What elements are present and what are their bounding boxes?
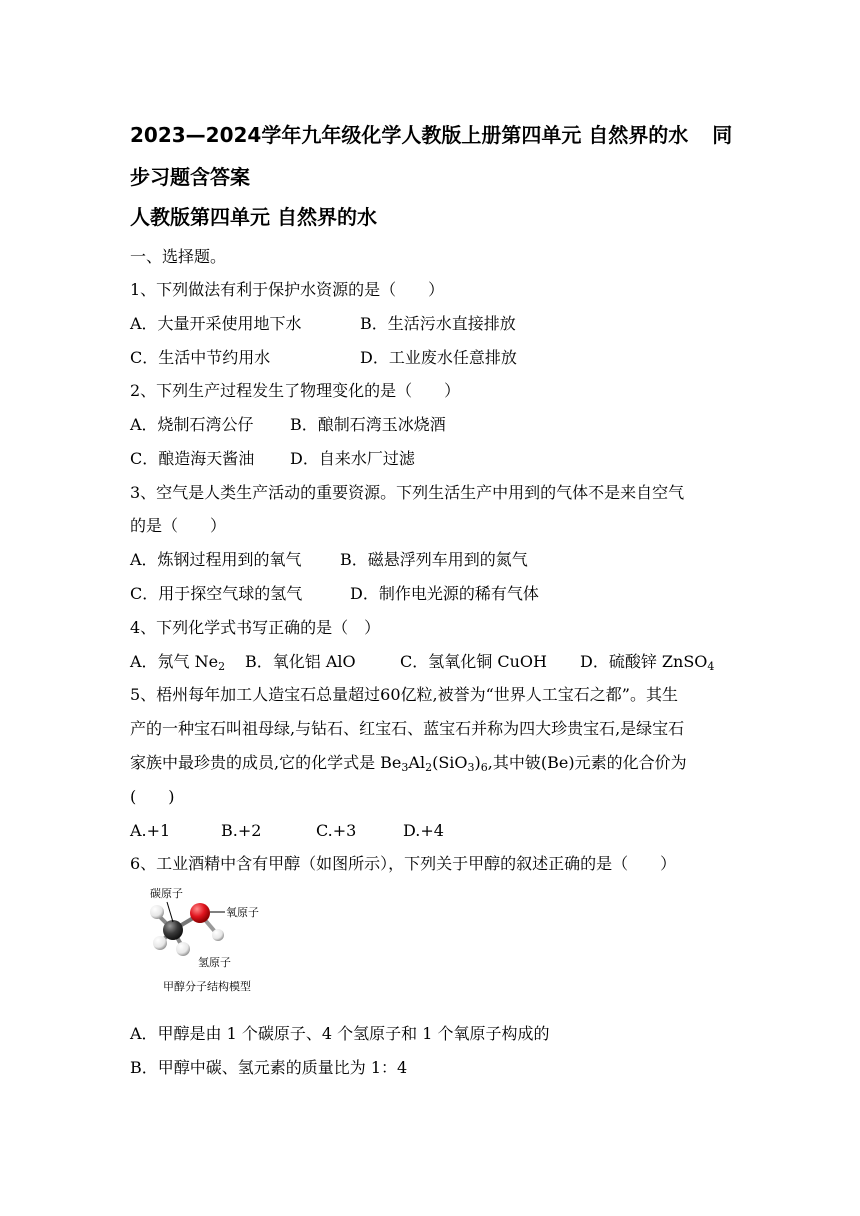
q5-option-b: B.+2 [221,821,262,840]
q5-stem-line2: 产的一种宝石叫祖母绿,与钻石、红宝石、蓝宝石并称为四大珍贵宝石,是绿宝石 [130,719,685,738]
q5-option-c: C.+3 [316,821,357,840]
methanol-molecule-figure [140,880,290,995]
q3-stem-line1: 3、空气是人类生产活动的重要资源。下列生活生产中用到的气体不是来自空气 [130,483,685,502]
q6-option-b: B．甲醇中碳、氢元素的质量比为 1：4 [130,1058,408,1077]
unit-heading: 人教版第四单元 自然界的水 [130,205,377,229]
q2-stem: 2、下列生产过程发生了物理变化的是（ ） [130,381,461,400]
q1-option-d: D．工业废水任意排放 [360,348,517,367]
title-line1-tail: 同 [712,123,733,147]
q4-options [130,650,714,674]
q3-option-a: A．炼钢过程用到的氧气 [130,550,302,569]
q5-option-a: A.+1 [130,821,171,840]
q2-option-b: B．酿制石湾玉冰烧酒 [290,415,446,434]
q4-option-b: B．氧化铝 AlO [245,652,356,671]
q1-option-a: A．大量开采使用地下水 [130,314,302,333]
hydrogen-atom [150,905,164,919]
document-title [130,114,740,198]
title-line2: 步习题含答案 [130,165,250,189]
section-heading: 一、选择题。 [130,247,227,266]
hydrogen-atom-label: 氢原子 [198,956,231,969]
q5-stem-line3: 家族中最珍贵的成员,它的化学式是 $Be_3Al_2(SiO_3)_6$,其中铍(Be)元素的化合价为 [130,753,687,774]
hydrogen-atom [212,929,224,941]
figure-caption: 甲醇分子结构模型 [163,980,251,993]
oxygen-atom [190,903,210,923]
q2-options-row2 [130,447,415,471]
q1-options-row2 [130,346,517,370]
carbon-atom-label: 碳原子 [150,887,183,900]
q3-stem-line2: 的是（ ） [130,516,227,535]
q5-options [130,819,444,843]
q3-option-b: B．磁悬浮列车用到的氮气 [340,550,528,569]
q2-option-a: A．烧制石湾公仔 [130,415,254,434]
q6-option-a: A．甲醇是由 1 个碳原子、4 个氢原子和 1 个氧原子构成的 [130,1024,550,1043]
q4-option-d: D．硫酸锌 ZnSO$_4$ [580,652,715,673]
q5-option-d: D.+4 [403,821,444,840]
q1-option-b: B．生活污水直接排放 [360,314,516,333]
q1-stem: 1、下列做法有利于保护水资源的是（ ） [130,280,445,299]
q5-stem-line1: 5、梧州每年加工人造宝石总量超过60亿粒,被誉为“世界人工宝石之都”。其生 [130,685,678,704]
q5-stem-line4: ( ) [130,787,175,806]
q4-option-a: A．氖气 $Ne_2$ [130,652,226,673]
carbon-atom [163,920,183,940]
q2-option-d: D．自来水厂过滤 [290,449,415,468]
q3-option-d: D．制作电光源的稀有气体 [350,584,539,603]
title-line1: 2023—2024学年九年级化学人教版上册第四单元 自然界的水 [130,123,689,147]
q2-options-row1 [130,413,446,437]
q4-option-c: C．氢氧化铜 CuOH [400,652,547,671]
q3-options-row1 [130,548,528,572]
hydrogen-atom [153,936,167,950]
q1-option-c: C．生活中节约用水 [130,348,271,367]
hydrogen-atom [176,942,190,956]
carbon-label-leader [167,902,173,922]
q3-option-c: C．用于探空气球的氢气 [130,584,303,603]
q3-options-row2 [130,582,539,606]
q2-option-c: C．酿造海天酱油 [130,449,255,468]
oxygen-atom-label: 氧原子 [226,906,259,919]
q4-stem: 4、下列化学式书写正确的是（ ） [130,618,381,637]
q1-options-row1 [130,312,516,336]
q6-stem: 6、工业酒精中含有甲醇（如图所示），下列关于甲醇的叙述正确的是（ ） [130,854,677,873]
